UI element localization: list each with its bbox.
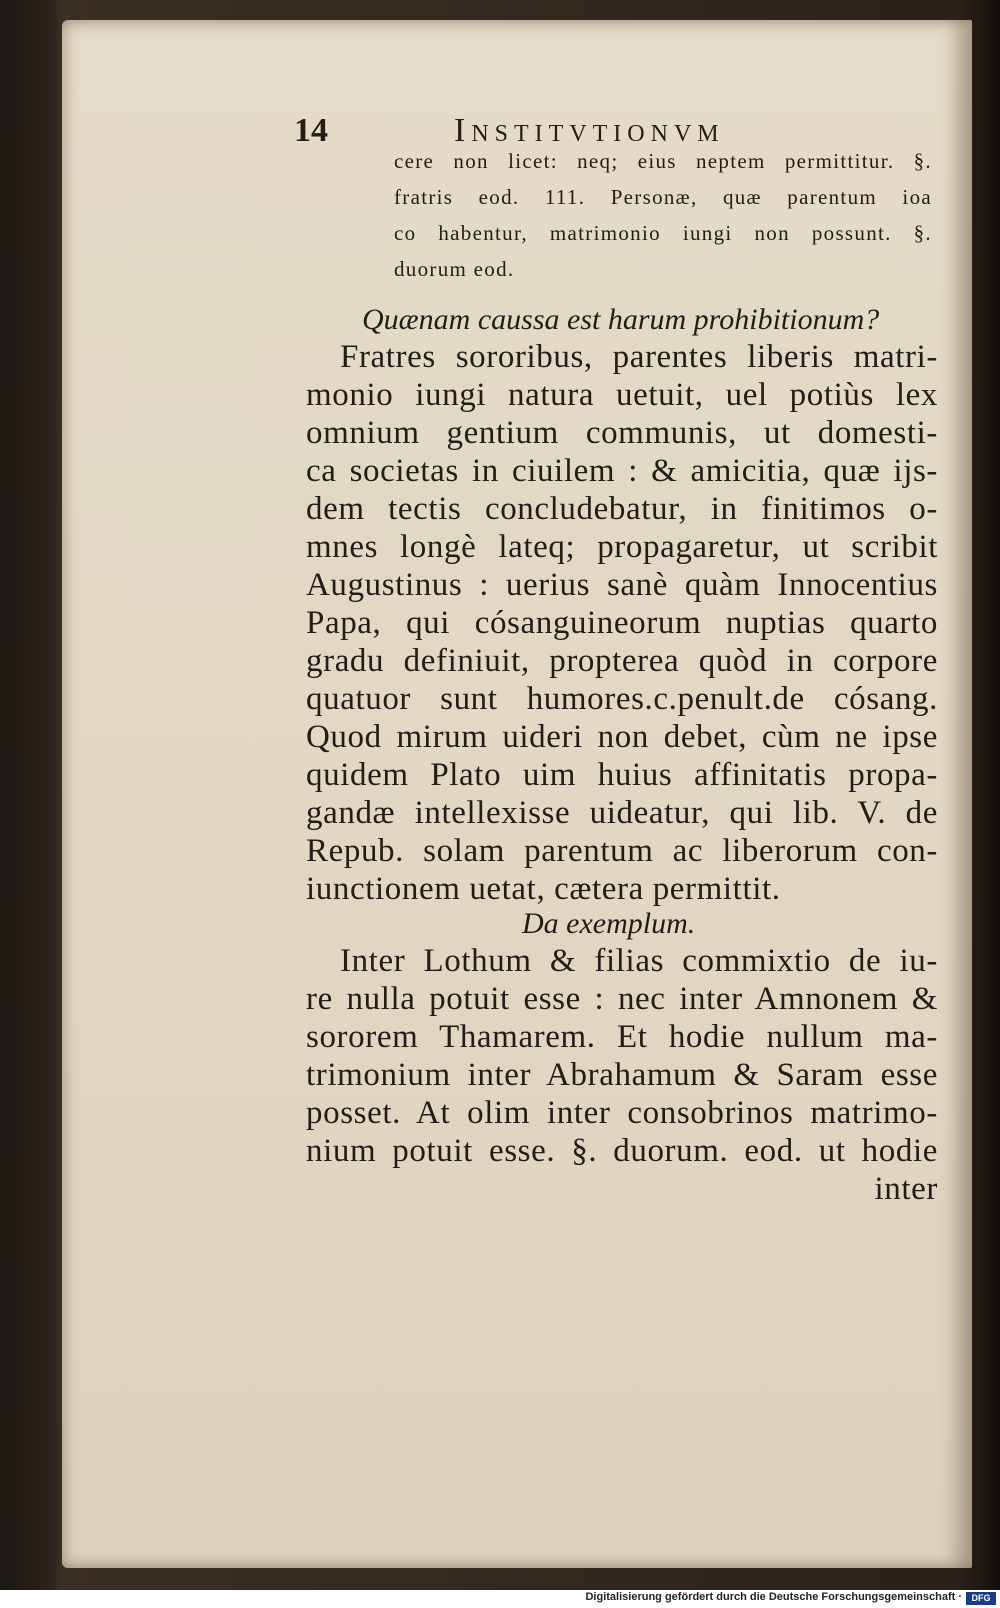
body-line: quatuor sunt humores.c.penult.de cósang. xyxy=(306,681,938,717)
book-page xyxy=(62,20,972,1568)
body-line: omnium gentium communis, ut domesti- xyxy=(306,415,938,451)
body-line: trimonium inter Abrahamum & Saram esse xyxy=(306,1057,938,1093)
body-line: re nulla potuit esse : nec inter Amnonem & xyxy=(306,981,938,1017)
body-line: Inter Lothum & filias commixtio de iu- xyxy=(340,943,938,979)
question-heading: Quænam caussa est harum prohibitionum? xyxy=(362,303,880,336)
note-line: cere non licet: neq; eius neptem permittitur. §. xyxy=(394,149,932,173)
note-line: duorum eod. xyxy=(394,257,515,281)
body-line: Quod mirum uideri non debet, cùm ne ipse xyxy=(306,719,938,755)
body-line: iunctionem uetat, cætera permittit. xyxy=(306,871,781,907)
body-line: nium potuit esse. §. duorum. eod. ut hodie xyxy=(306,1133,938,1169)
note-line: co habentur, matrimonio iungi non possunt. §. xyxy=(394,221,932,245)
body-line: Papa, qui cósanguineorum nuptias quarto xyxy=(306,605,938,641)
running-head: Institvtionvm xyxy=(454,112,725,149)
body-line: Repub. solam parentum ac liberorum con- xyxy=(306,833,938,869)
body-line: ca societas in ciuilem : & amicitia, quæ ijs- xyxy=(306,453,938,489)
note-line: fratris eod. 111. Personæ, quæ parentum ioa xyxy=(394,185,932,209)
body-line: Fratres sororibus, parentes liberis matri- xyxy=(340,339,938,375)
body-line: gradu definiuit, propterea quòd in corpore xyxy=(306,643,938,679)
body-line: Augustinus : uerius sanè quàm Innocentius xyxy=(306,567,938,603)
body-line: monio iungi natura uetuit, uel potiùs lex xyxy=(306,377,938,413)
body-line: posset. At olim inter consobrinos matrimo- xyxy=(306,1095,938,1131)
body-line: dem tectis concludebatur, in finitimos o- xyxy=(306,491,938,527)
catchword: inter xyxy=(874,1171,938,1207)
body-line: mnes longè lateq; propagaretur, ut scribit xyxy=(306,529,938,565)
page-number: 14 xyxy=(294,112,328,149)
body-line: sororem Thamarem. Et hodie nullum ma- xyxy=(306,1019,938,1055)
footer-bar xyxy=(0,1590,1000,1608)
dfg-logo: DFG xyxy=(966,1592,996,1605)
body-line: gandæ intellexisse uideatur, qui lib. V. de xyxy=(306,795,938,831)
body-line: quidem Plato uim huius affinitatis propa- xyxy=(306,757,938,793)
example-heading: Da exemplum. xyxy=(522,907,696,940)
funding-credit: Digitalisierung gefördert durch die Deutsche Forschungsgemeinschaft · xyxy=(585,1591,962,1603)
